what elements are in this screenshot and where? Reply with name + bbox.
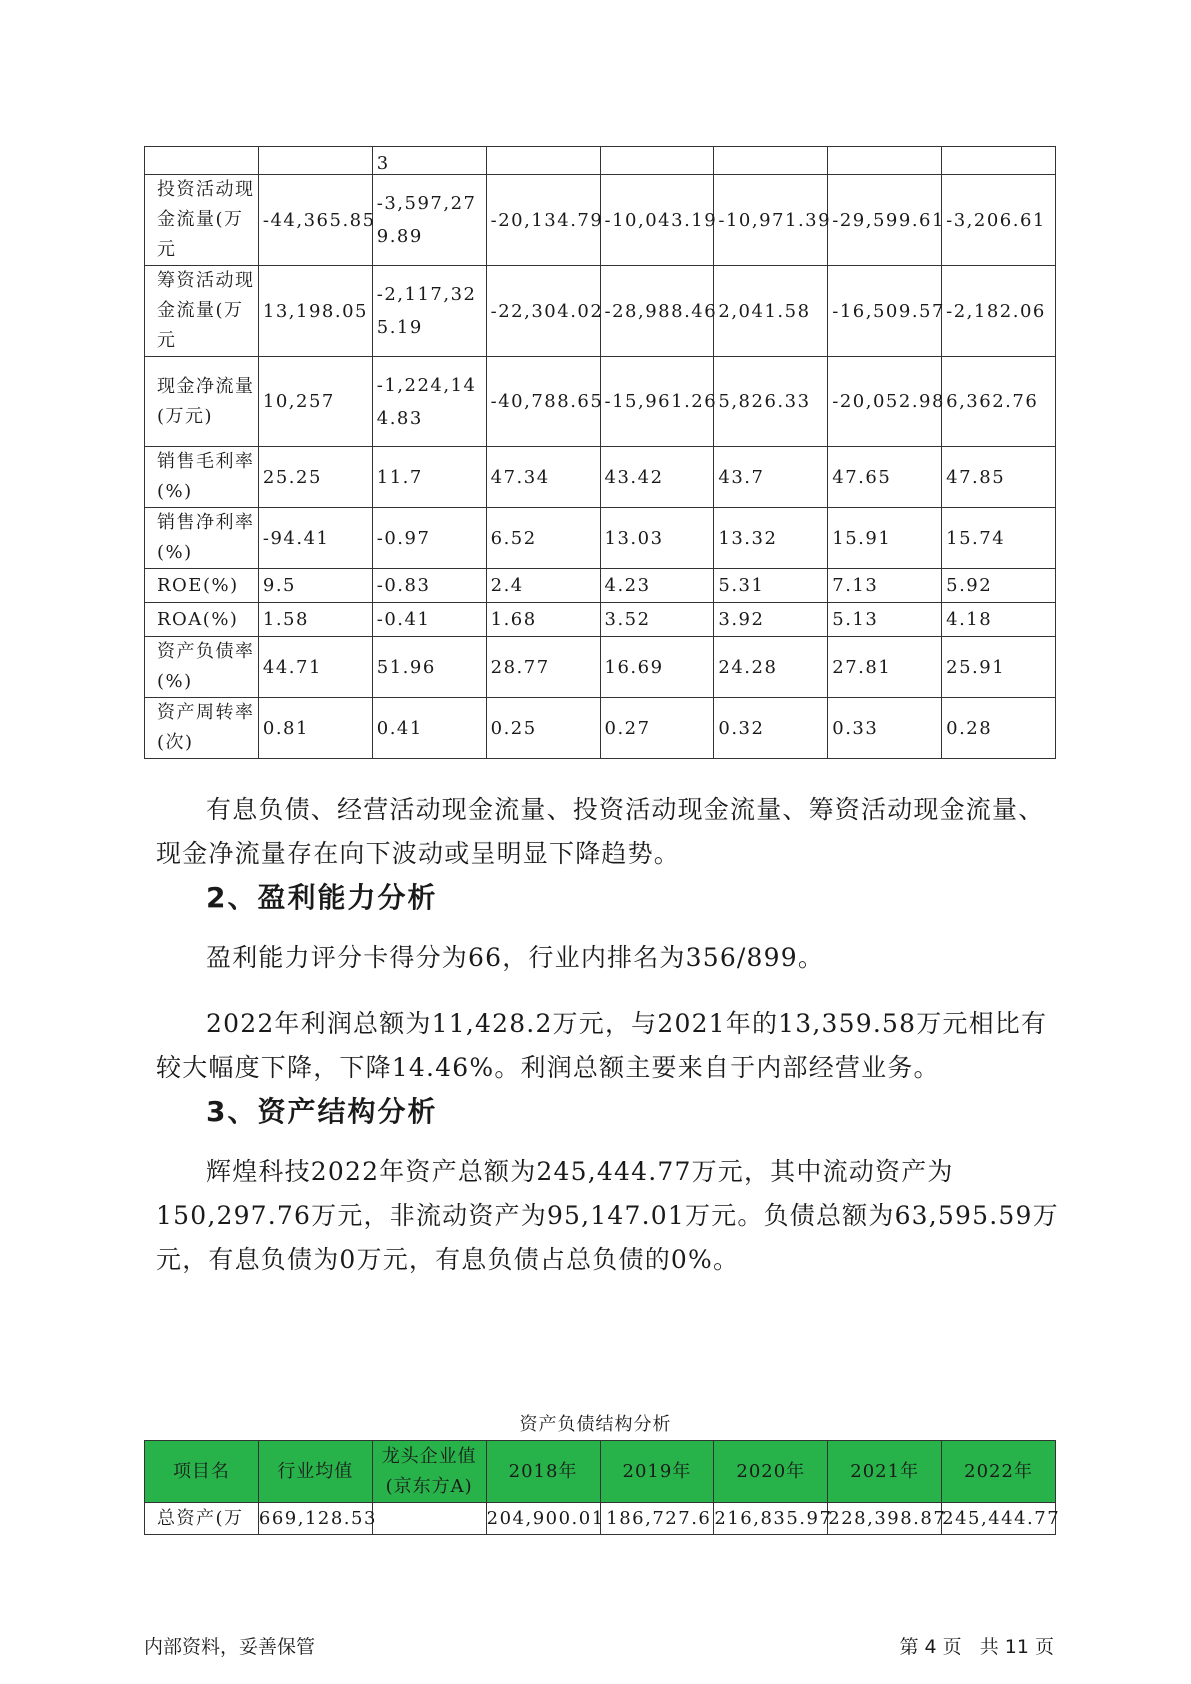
table-cell: 51.96 [372, 637, 486, 698]
table-cell: 27.81 [828, 637, 942, 698]
footer-confidential-note: 内部资料，妥善保管 [144, 1636, 316, 1658]
table-cell: 16.69 [600, 637, 714, 698]
row-header: 资产周转率(次) [145, 698, 259, 759]
table-cell: 5.31 [714, 569, 828, 603]
table-cell: -10,971.39 [714, 175, 828, 266]
table-cell [942, 147, 1056, 175]
table-cell: -40,788.65 [486, 357, 600, 447]
table-cell: 0.33 [828, 698, 942, 759]
table-cell: 24.28 [714, 637, 828, 698]
table-cell: -15,961.26 [600, 357, 714, 447]
table-cell: -0.83 [372, 569, 486, 603]
table-cell: -0.97 [372, 508, 486, 569]
table-cell: 0.81 [258, 698, 372, 759]
asset-liability-table [144, 1440, 1061, 1535]
table-cell: 47.34 [486, 447, 600, 508]
paragraph-asset-totals: 辉煌科技2022年资产总额为245,444.77万元，其中流动资产为150,297.76万元，非流动资产为95,147.01万元。负债总额为63,595.59万元，有息负债为0万元，有息负债占总负债的0%。 [156, 1157, 1059, 1274]
table-row [145, 698, 1056, 759]
table-cell: 13,198.05 [258, 266, 372, 357]
table-cell: -2,182.06 [942, 266, 1056, 357]
table-cell: 3.92 [714, 603, 828, 637]
table-cell [372, 1503, 486, 1535]
table-cell: -29,599.61 [828, 175, 942, 266]
table-cell: -3,206.61 [942, 175, 1056, 266]
table-cell: 0.27 [600, 698, 714, 759]
row-header: ROE(%) [145, 569, 259, 603]
table-cell: -28,988.46 [600, 266, 714, 357]
table-row [145, 569, 1056, 603]
row-header: 现金净流量(万元) [145, 357, 259, 447]
table-caption: 资产负债结构分析 [519, 1414, 672, 1435]
table-cell: 3 [372, 147, 486, 175]
table-cell: -2,117,325.19 [372, 266, 486, 357]
table-row [145, 357, 1056, 447]
table-cell: 1.58 [258, 603, 372, 637]
row-header: 销售净利率(%) [145, 508, 259, 569]
table-cell: 669,128.53 [258, 1503, 372, 1535]
table-cell: 6.52 [486, 508, 600, 569]
table-cell: 47.65 [828, 447, 942, 508]
table-cell: 43.7 [714, 447, 828, 508]
table-row [145, 603, 1056, 637]
table-cell: 9.5 [258, 569, 372, 603]
table-row [145, 508, 1056, 569]
column-header: 2021年 [828, 1441, 942, 1503]
table-cell: -10,043.19 [600, 175, 714, 266]
financial-metrics-table [144, 146, 1056, 759]
table-cell: 0.32 [714, 698, 828, 759]
column-header: 龙头企业值(京东方A) [372, 1441, 486, 1503]
table-cell: 13.03 [600, 508, 714, 569]
table-cell: 7.13 [828, 569, 942, 603]
table-cell: 5,826.33 [714, 357, 828, 447]
table-cell: -20,052.98 [828, 357, 942, 447]
row-header: ROA(%) [145, 603, 259, 637]
table-cell: 11.7 [372, 447, 486, 508]
table-row [145, 637, 1056, 698]
table-cell: 1.68 [486, 603, 600, 637]
column-header: 2022年 [942, 1441, 1056, 1503]
table-cell: 3.52 [600, 603, 714, 637]
table-cell [714, 147, 828, 175]
row-header [145, 147, 259, 175]
column-header: 2018年 [486, 1441, 600, 1503]
table-cell: 216,835.97 [714, 1503, 828, 1535]
table-cell: 0.41 [372, 698, 486, 759]
table-row [145, 1503, 1056, 1535]
table-cell: 2,041.58 [714, 266, 828, 357]
table-cell: -44,365.85 [258, 175, 372, 266]
table-cell: -94.41 [258, 508, 372, 569]
table-cell: 13.32 [714, 508, 828, 569]
table-cell: 5.92 [942, 569, 1056, 603]
table-cell: 228,398.87 [828, 1503, 942, 1535]
paragraph-profit-score: 盈利能力评分卡得分为66，行业内排名为356/899。 [206, 943, 825, 972]
table-cell [828, 147, 942, 175]
table-cell [486, 147, 600, 175]
row-header: 销售毛利率(%) [145, 447, 259, 508]
column-header: 2020年 [714, 1441, 828, 1503]
table-cell: 5.13 [828, 603, 942, 637]
table-cell: 43.42 [600, 447, 714, 508]
table-cell: 4.18 [942, 603, 1056, 637]
table-header-row [145, 1441, 1056, 1503]
table-cell: 186,727.6 [600, 1503, 714, 1535]
table-cell: 245,444.77 [942, 1503, 1056, 1535]
table-cell: 0.25 [486, 698, 600, 759]
paragraph-debt-cashflow-trend: 有息负债、经营活动现金流量、投资活动现金流量、筹资活动现金流量、现金净流量存在向下波动或呈明显下降趋势。 [156, 795, 1045, 868]
table-cell: -20,134.79 [486, 175, 600, 266]
table-cell: -1,224,144.83 [372, 357, 486, 447]
section-heading-asset-structure: 3、资产结构分析 [206, 1095, 438, 1128]
section-heading-profitability: 2、盈利能力分析 [206, 881, 438, 914]
table-cell: -0.41 [372, 603, 486, 637]
table-cell: 44.71 [258, 637, 372, 698]
table-cell: 6,362.76 [942, 357, 1056, 447]
column-header: 行业均值 [258, 1441, 372, 1503]
column-header: 项目名 [145, 1441, 259, 1503]
table-cell: -3,597,279.89 [372, 175, 486, 266]
table-cell: 47.85 [942, 447, 1056, 508]
table-cell: -16,509.57 [828, 266, 942, 357]
table-cell: 25.25 [258, 447, 372, 508]
asset-liability-table-body [145, 1441, 1061, 1535]
financial-metrics-table-body [145, 147, 1056, 759]
table-cell: 0.28 [942, 698, 1056, 759]
table-cell: 4.23 [600, 569, 714, 603]
row-header: 资产负债率(%) [145, 637, 259, 698]
column-header: 2019年 [600, 1441, 714, 1503]
table-cell: 204,900.01 [486, 1503, 600, 1535]
table-row [145, 266, 1056, 357]
row-header: 筹资活动现金流量(万元 [145, 266, 259, 357]
table-cell: 25.91 [942, 637, 1056, 698]
footer-page-number: 第 4 页 共 11 页 [899, 1636, 1054, 1658]
table-cell: 28.77 [486, 637, 600, 698]
row-header: 总资产(万 [145, 1503, 259, 1535]
row-header: 投资活动现金流量(万元 [145, 175, 259, 266]
table-row [145, 175, 1056, 266]
table-row [145, 147, 1056, 175]
table-cell: 15.91 [828, 508, 942, 569]
paragraph-total-profit: 2022年利润总额为11,428.2万元，与2021年的13,359.58万元相比有较大幅度下降，下降14.46%。利润总额主要来自于内部经营业务。 [156, 1009, 1048, 1082]
table-cell: 15.74 [942, 508, 1056, 569]
table-cell [258, 147, 372, 175]
table-cell: 2.4 [486, 569, 600, 603]
table-cell: 10,257 [258, 357, 372, 447]
table-cell: -22,304.02 [486, 266, 600, 357]
table-cell [600, 147, 714, 175]
table-row [145, 447, 1056, 508]
